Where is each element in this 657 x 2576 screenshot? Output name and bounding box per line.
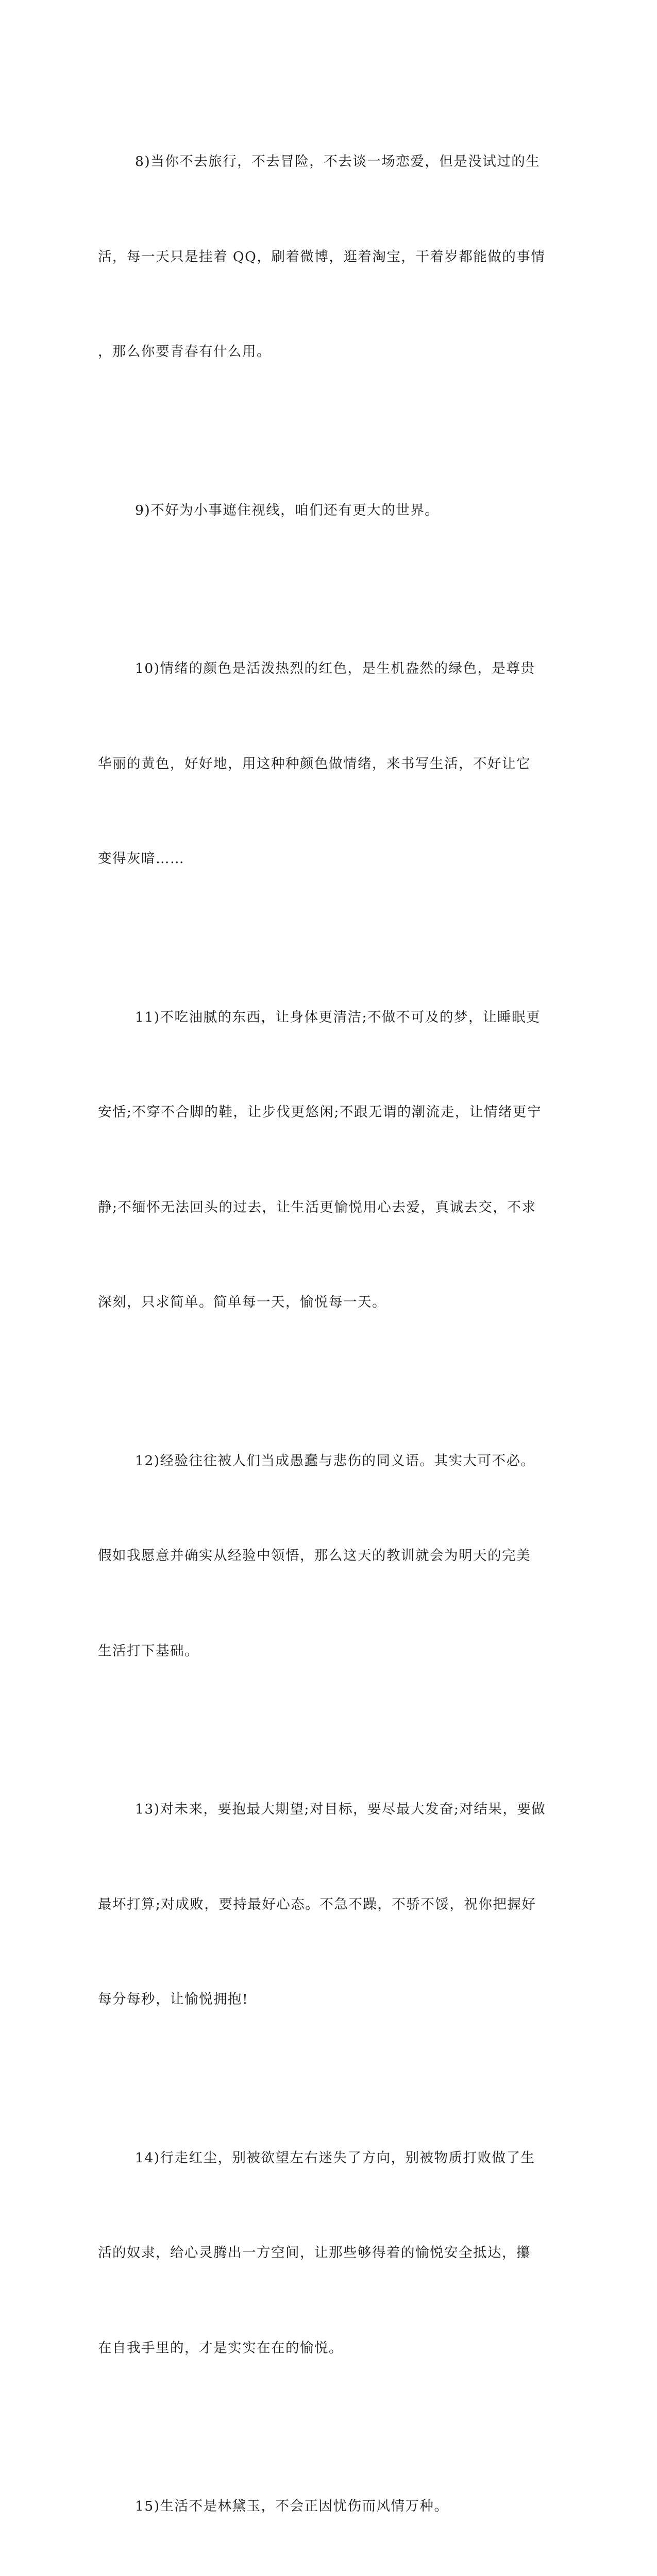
paragraph-line: 静;不缅怀无法回头的过去，让生活更愉悦用心去爱，真诚去交，不求 (98, 1199, 536, 1215)
paragraph-9 (98, 431, 557, 590)
paragraph-line: 深刻，只求简单。简单每一天，愉悦每一天。 (98, 1294, 386, 1310)
paragraph-line: 华丽的黄色，好好地，用这种种颜色做情绪，来书写生活，不好让它 (98, 755, 531, 772)
paragraph-line: 13)对未来，要抱最大期望;对目标，要尽最大发奋;对结果，要做 (135, 1801, 546, 1817)
paragraph-12 (98, 1382, 557, 1731)
paragraph-11 (98, 938, 557, 1382)
paragraph-line: 安恬;不穿不合脚的鞋，让步伐更悠闲;不跟无谓的潮流走，让情绪更宁 (98, 1104, 542, 1120)
paragraph-line: ，那么你要青春有什么用。 (98, 344, 271, 360)
paragraph-line: 在自我手里的，才是实实在在的愉悦。 (98, 2340, 343, 2356)
paragraph-line: 最坏打算;对成败，要持最好心态。不急不躁，不骄不馁，祝你把握好 (98, 1896, 536, 1912)
paragraph-line: 每分每秒，让愉悦拥抱! (98, 1991, 249, 2007)
paragraph-13 (98, 1730, 557, 2079)
paragraph-line: 活，每一天只是挂着 QQ，刷着微博，逛着淘宝，干着岁都能做的事情 (98, 248, 546, 265)
paragraph-10 (98, 589, 557, 938)
paragraph-line: 12)经验往往被人们当成愚蠢与悲伤的同义语。其实大可不必。 (135, 1452, 535, 1469)
paragraph-line: 生活打下基础。 (98, 1642, 199, 1659)
paragraph-line: 假如我愿意并确实从经验中领悟，那么这天的教训就会为明天的完美 (98, 1548, 531, 1564)
paragraph-8 (98, 82, 557, 431)
paragraph-line: 15)生活不是林黛玉，不会正因忧伤而风情万种。 (135, 2498, 449, 2514)
paragraph-14 (98, 2079, 557, 2428)
paragraph-line: 14)行走红尘，别被欲望左右迷失了方向，别被物质打败做了生 (135, 2149, 535, 2166)
paragraph-line: 11)不吃油腻的东西，让身体更清洁;不做不可及的梦，让睡眠更 (135, 1009, 541, 1025)
paragraph-line: 9)不好为小事遮住视线，咱们还有更大的世界。 (135, 502, 440, 518)
paragraph-line: 8)当你不去旅行，不去冒险，不去谈一场恋爱，但是没试过的生 (135, 154, 541, 170)
paragraph-line: 活的奴隶，给心灵腾出一方空间，让那些够得着的愉悦安全抵达，攥 (98, 2245, 531, 2261)
paragraph-15 (98, 2427, 557, 2576)
paragraph-line: 变得灰暗…… (98, 851, 184, 867)
document-body (98, 82, 557, 2576)
paragraph-line: 10)情绪的颜色是活泼热烈的红色，是生机盎然的绿色，是尊贵 (135, 660, 535, 676)
